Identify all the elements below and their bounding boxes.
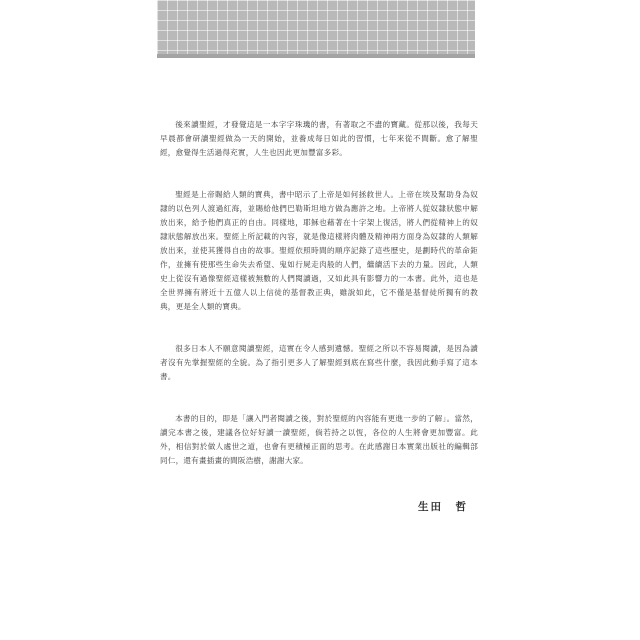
header-grid-band xyxy=(157,0,475,58)
paragraph-1: 後來讀聖經，才發覺這是一本字字珠璣的書，有著取之不盡的寶藏。從那以後，我每天早晨都會研讀聖經做為一天的開始，並養成每日如此的習慣，七年來從不間斷。愈了解聖經，愈覺得生活過得充實，人生也因此更加豐富多彩。 xyxy=(160,120,478,157)
paragraph-2: 聖經是上帝賜給人類的寶典，書中昭示了上帝是如何拯救世人。上帝在埃及幫助身為奴隸的以色列人渡過紅海，並賜給他們巴勒斯坦地方做為應許之地。上帝將人從奴隸狀態中解放出來，給予他們真正的自由。同樣地，耶穌也藉著在十字架上復活，將人們從精神上的奴隸狀態解放出來。聖經上所記載的內容，就是像這樣將肉體及精神兩方面身為奴隸的人類解放出來，並使其獲得自由的故事。聖經依照時間的順序記錄了這些歷史，是劃時代的革命鉅作，並擁有使那些生命失去希望、鬼如行屍走肉般的人們，繼續活下去的力量。因此，人類史上從沒有過像聖經這樣被無數的人們閱讀過，又如此具有影響力的一本書。此外，這也是全世界擁有將近十五億人以上信徒的基督教正典，雖說如此，它不僅是基督徒所獨有的教典，更是全人類的寶典。 xyxy=(160,190,478,311)
preface-text xyxy=(160,118,478,496)
author-signature: 生田 哲 xyxy=(418,501,468,513)
paragraph-4: 本書的目的，即是「讓入門者閱讀之後，對於聖經的內容能有更進一步的了解」。當然，讀完本書之後，建議各位好好讀一讀聖經，倘若持之以恆，各位的人生將會更加豐富。此外，相信對於做人處世之道，也會有更積極正面的思考。在此感謝日本實業出版社的編輯部同仁，還有畫插畫的間阪浩樹，謝謝大家。 xyxy=(160,414,478,465)
paragraph-3: 很多日本人不願意閱讀聖經，這實在令人感到遺憾。聖經之所以不容易閱讀，是因為讀者沒有先掌握聖經的全貌。為了指引更多人了解聖經到底在寫些什麼，我因此動手寫了這本書。 xyxy=(160,344,478,381)
